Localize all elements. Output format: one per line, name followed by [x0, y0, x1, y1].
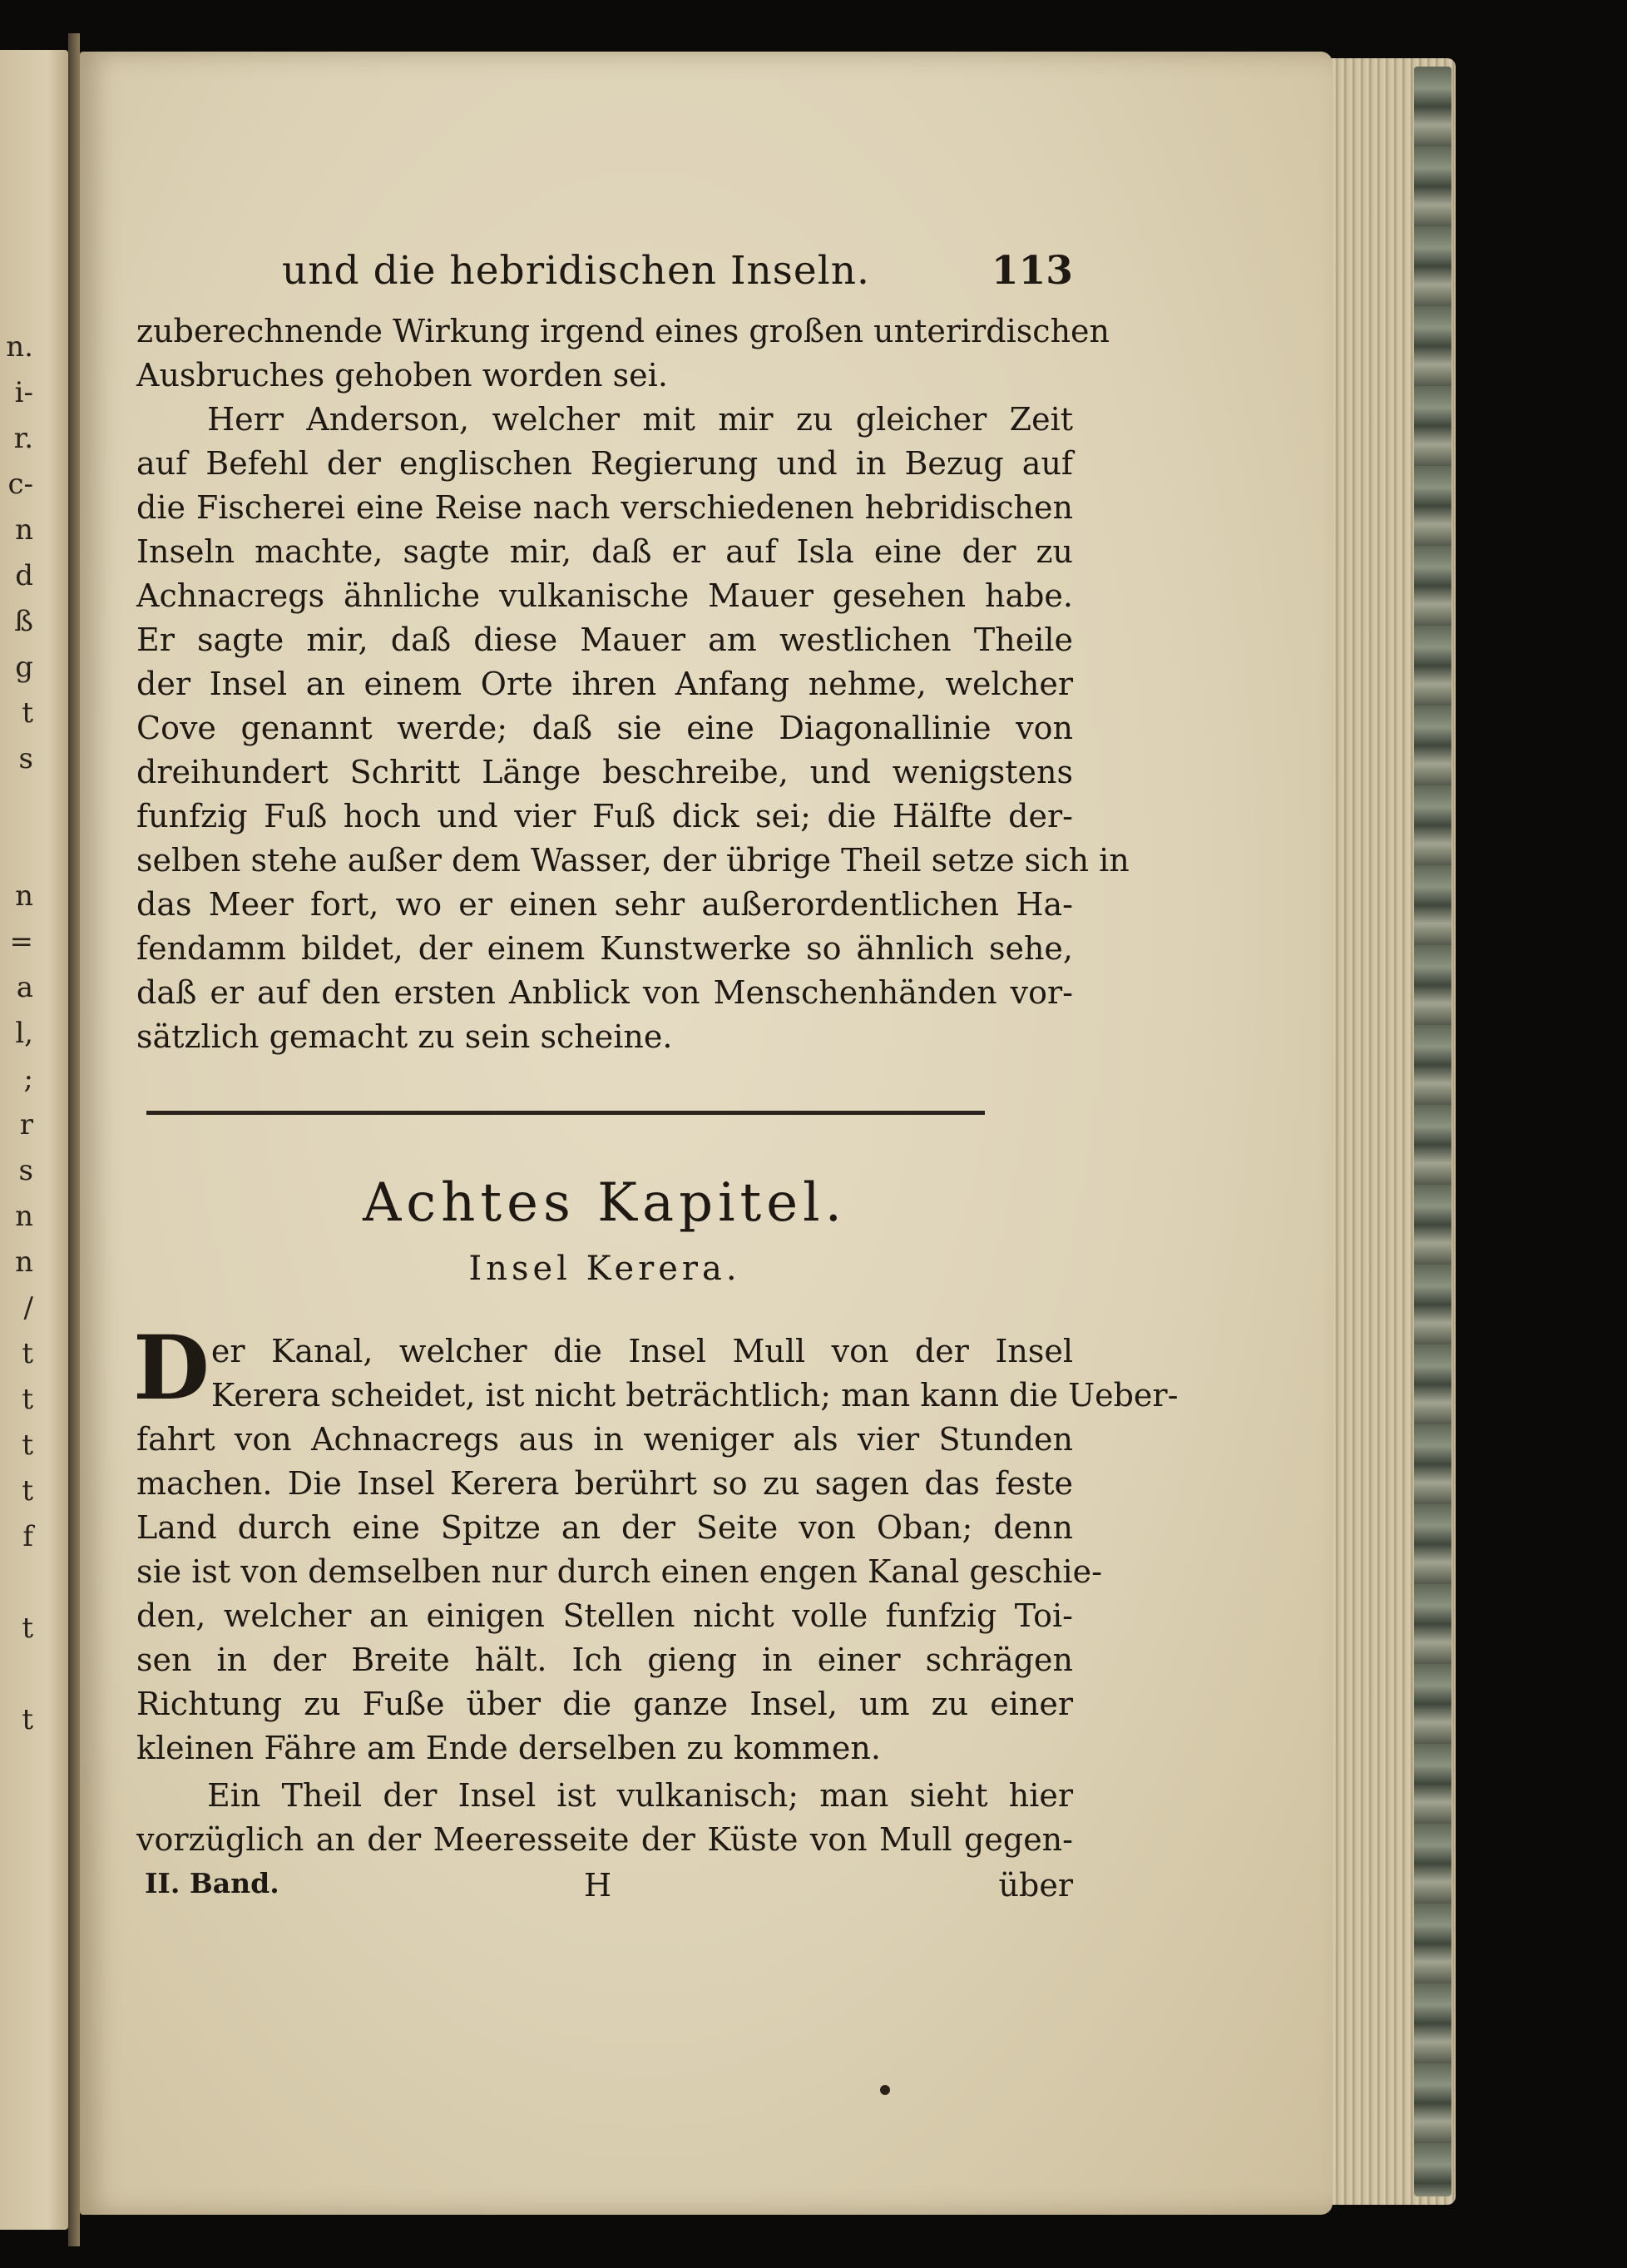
- text-line: fahrt von Achnacregs aus in weniger als vier Stunden: [136, 1421, 1073, 1458]
- sheet-signature-mark: H: [584, 1867, 612, 1904]
- facing-page-fragment: i-: [14, 376, 33, 409]
- running-title: und die hebridischen Inseln.: [282, 248, 870, 294]
- text-line: Cove genannt werde; daß sie eine Diagonallinie von: [136, 710, 1073, 746]
- drop-cap-block: [133, 1315, 1179, 1419]
- paragraph-3: [133, 1315, 1179, 1770]
- text-line: Ein Theil der Insel ist vulkanisch; man sieht hier: [207, 1777, 1073, 1814]
- text-line: funfzig Fuß hoch und vier Fuß dick sei; die Hälfte der-: [136, 798, 1073, 834]
- facing-page-fragment: g: [15, 651, 33, 684]
- facing-page-fragment: s: [18, 1154, 33, 1187]
- paragraph-4: [136, 1774, 1073, 1862]
- facing-page-fragment: ß: [14, 605, 33, 638]
- volume-signature: II. Band.: [145, 1867, 279, 1899]
- section-divider-rule: [146, 1111, 985, 1115]
- text-line: der Insel an einem Orte ihren Anfang nehme, welcher: [136, 666, 1073, 702]
- facing-page-fragment: t: [22, 1383, 33, 1416]
- facing-page-fragment: =: [9, 925, 33, 958]
- facing-page-fragment: d: [15, 559, 33, 592]
- text-line: Achnacregs ähnliche vulkanische Mauer gesehen habe.: [136, 577, 1073, 614]
- text-line: den, welcher an einigen Stellen nicht volle funfzig Toi-: [136, 1597, 1073, 1634]
- facing-page-fragment: l,: [15, 1017, 33, 1050]
- facing-page-fragment: n: [15, 1200, 33, 1233]
- facing-page-text-fragments: [0, 324, 33, 1743]
- facing-page-fragment: t: [22, 1337, 33, 1370]
- text-line: auf Befehl der englischen Regierung und in Bezug auf: [136, 445, 1073, 482]
- paragraph-1: [136, 309, 1110, 398]
- ink-speck: [880, 2085, 890, 2095]
- text-line: das Meer fort, wo er einen sehr außerordentlichen Ha-: [136, 886, 1073, 923]
- page-number: 113: [991, 248, 1073, 294]
- text-line: Land durch eine Spitze an der Seite von Oban; denn: [136, 1509, 1073, 1546]
- catchword: über: [998, 1867, 1073, 1904]
- facing-page-fragment: t: [22, 696, 33, 730]
- text-line: Inseln machte, sagte mir, daß er auf Isla eine der zu: [136, 533, 1073, 570]
- text-line: Herr Anderson, welcher mit mir zu gleicher Zeit: [207, 401, 1073, 438]
- facing-page-fragment: s: [18, 742, 33, 775]
- text-line: Richtung zu Fuße über die ganze Insel, um zu einer: [136, 1686, 1073, 1722]
- facing-page-fragment: f: [22, 1520, 33, 1553]
- text-line: Ausbruches gehoben worden sei.: [136, 357, 668, 394]
- facing-page-fragment: [0, 1651, 33, 1697]
- text-line: daß er auf den ersten Anblick von Menschenhänden vor-: [136, 974, 1073, 1011]
- text-line: er Kanal, welcher die Insel Mull von der Insel: [210, 1333, 1073, 1369]
- book-page: [80, 52, 1333, 2215]
- text-line: machen. Die Insel Kerera berührt so zu sagen das feste: [136, 1465, 1073, 1502]
- page-content: [133, 218, 1179, 1917]
- text-line: kleinen Fähre am Ende derselben zu kommen.: [136, 1730, 881, 1766]
- chapter-subtitle: Insel Kerera.: [468, 1250, 741, 1288]
- facing-page-fragment: a: [16, 971, 33, 1004]
- text-line: sie ist von demselben nur durch einen engen Kanal geschie-: [136, 1553, 1102, 1590]
- facing-page-fragment: [0, 1560, 33, 1606]
- facing-page-fragment: n: [15, 513, 33, 547]
- chapter-title: Achtes Kapitel.: [363, 1172, 847, 1234]
- text-line: sen in der Breite hält. Ich gieng in einer schrägen: [136, 1642, 1073, 1678]
- page-footer: [136, 1867, 1073, 1917]
- facing-page-fragment: /: [23, 1291, 33, 1325]
- facing-page-fragment: n: [15, 879, 33, 913]
- text-line: zuberechnende Wirkung irgend eines großen unterirdischen: [136, 313, 1110, 349]
- facing-page-fragment: [0, 782, 33, 828]
- text-line: fendamm bildet, der einem Kunstwerke so ähnlich sehe,: [136, 930, 1073, 967]
- facing-page-fragment: r: [19, 1108, 33, 1141]
- text-line: die Fischerei eine Reise nach verschiedenen hebridischen: [136, 489, 1073, 526]
- facing-page-fragment: t: [22, 1429, 33, 1462]
- text-line: vorzüglich an der Meeresseite der Küste von Mull gegen-: [136, 1821, 1073, 1858]
- facing-page-fragment: n: [15, 1245, 33, 1279]
- page-header: [136, 218, 1073, 309]
- book-gutter: [68, 33, 80, 2246]
- facing-page-left: [0, 50, 68, 2230]
- facing-page-fragment: t: [22, 1612, 33, 1645]
- text-line: sätzlich gemacht zu sein scheine.: [136, 1018, 673, 1055]
- facing-page-fragment: r.: [13, 422, 33, 455]
- facing-page-fragment: c-: [7, 468, 33, 501]
- marbled-cover-edge: [1414, 67, 1451, 2196]
- text-line: selben stehe außer dem Wasser, der übrige Theil setze sich in: [136, 842, 1130, 879]
- paragraph-2: [136, 398, 1130, 1059]
- facing-page-fragment: [0, 828, 33, 874]
- facing-page-fragment: t: [22, 1474, 33, 1508]
- text-line: Er sagte mir, daß diese Mauer am westlichen Theile: [136, 621, 1073, 658]
- text-line: Kerera scheidet, ist nicht beträchtlich; man kann die Ueber-: [210, 1377, 1179, 1414]
- facing-page-fragment: t: [22, 1703, 33, 1736]
- facing-page-fragment: n.: [6, 330, 33, 364]
- drop-cap: D: [133, 1315, 210, 1419]
- text-line: dreihundert Schritt Länge beschreibe, und wenigstens: [136, 754, 1073, 790]
- facing-page-fragment: ;: [23, 1062, 33, 1096]
